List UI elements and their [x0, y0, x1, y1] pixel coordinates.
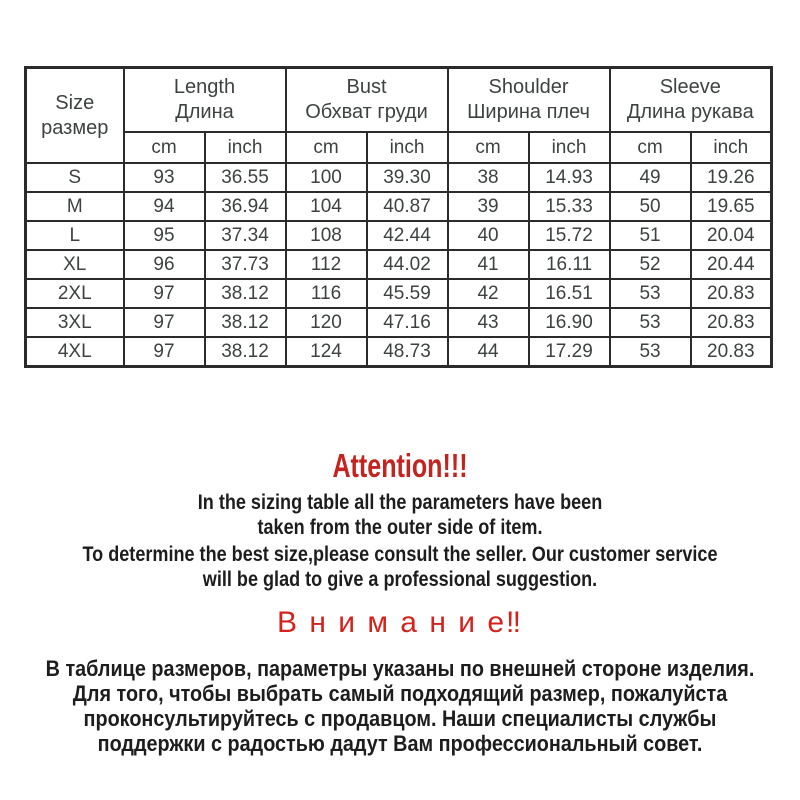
measurement-cell: 41	[448, 250, 529, 279]
unit-cm-header: cm	[124, 132, 205, 163]
measurement-cell: 17.29	[529, 337, 610, 367]
measurement-cell: 100	[286, 163, 367, 192]
size-chart-table	[24, 66, 773, 368]
measurement-cell: 20.83	[691, 279, 772, 308]
measurement-cell: 42.44	[367, 221, 448, 250]
measurement-cell: 124	[286, 337, 367, 367]
table-row	[26, 337, 772, 367]
unit-inch-header: inch	[691, 132, 772, 163]
paragraph-line: проконсультируйтесь с продавцом. Наши специалисты службы	[83, 706, 717, 731]
length-header-ru: Длина	[175, 101, 234, 123]
measurement-cell: 52	[610, 250, 691, 279]
size-cell: 4XL	[26, 337, 124, 367]
paragraph-line: will be glad to give a professional suggestion.	[202, 568, 598, 591]
table-row	[26, 192, 772, 221]
measurement-cell: 20.83	[691, 337, 772, 367]
measurement-cell: 44.02	[367, 250, 448, 279]
measurement-cell: 49	[610, 163, 691, 192]
bust-header-cell	[286, 68, 448, 133]
measurement-cell: 15.72	[529, 221, 610, 250]
size-table-body	[26, 163, 772, 367]
paragraph-line: В таблице размеров, параметры указаны по внешней стороне изделия.	[45, 656, 755, 681]
sleeve-header-cell	[610, 68, 772, 133]
measurement-cell: 15.33	[529, 192, 610, 221]
measurement-cell: 116	[286, 279, 367, 308]
measurement-cell: 36.55	[205, 163, 286, 192]
attention-paragraph-ru	[40, 656, 760, 756]
measurement-cell: 16.90	[529, 308, 610, 337]
measurement-cell: 45.59	[367, 279, 448, 308]
measurement-cell: 53	[610, 337, 691, 367]
measurement-cell: 39	[448, 192, 529, 221]
measurement-cell: 38	[448, 163, 529, 192]
size-header-cell	[26, 68, 124, 164]
table-row	[26, 250, 772, 279]
table-row	[26, 279, 772, 308]
shoulder-header-cell	[448, 68, 610, 133]
size-chart	[24, 66, 772, 368]
size-cell: XL	[26, 250, 124, 279]
length-header-cell	[124, 68, 286, 133]
measurement-cell: 20.83	[691, 308, 772, 337]
measurement-cell: 43	[448, 308, 529, 337]
measurement-cell: 16.51	[529, 279, 610, 308]
measurement-cell: 48.73	[367, 337, 448, 367]
paragraph-line: taken from the outer side of item.	[257, 516, 543, 539]
measurement-cell: 97	[124, 337, 205, 367]
size-cell: 2XL	[26, 279, 124, 308]
unit-cm-header: cm	[610, 132, 691, 163]
table-row	[26, 308, 772, 337]
measurement-cell: 47.16	[367, 308, 448, 337]
measurement-cell: 104	[286, 192, 367, 221]
attention-paragraph-2	[56, 542, 744, 592]
measurement-cell: 16.11	[529, 250, 610, 279]
sleeve-header-en: Sleeve	[659, 76, 721, 98]
measurement-cell: 50	[610, 192, 691, 221]
table-row	[26, 163, 772, 192]
measurement-cell: 19.65	[691, 192, 772, 221]
measurement-cell: 39.30	[367, 163, 448, 192]
measurement-cell: 53	[610, 308, 691, 337]
paragraph-line: поддержки с радостью дадут Вам профессиональный совет.	[97, 731, 703, 756]
measurement-cell: 108	[286, 221, 367, 250]
unit-inch-header: inch	[367, 132, 448, 163]
measurement-cell: 38.12	[205, 308, 286, 337]
size-cell: 3XL	[26, 308, 124, 337]
size-header-en: Size	[55, 91, 95, 114]
measurement-cell: 37.34	[205, 221, 286, 250]
unit-inch-header: inch	[205, 132, 286, 163]
measurement-cell: 112	[286, 250, 367, 279]
shoulder-header-en: Shoulder	[488, 76, 569, 98]
measurement-cell: 37.73	[205, 250, 286, 279]
measurement-cell: 97	[124, 308, 205, 337]
measurement-cell: 40	[448, 221, 529, 250]
size-cell: L	[26, 221, 124, 250]
bust-header-ru: Обхват груди	[305, 101, 428, 123]
measurement-cell: 44	[448, 337, 529, 367]
header-row-groups	[26, 68, 772, 133]
measurement-cell: 20.44	[691, 250, 772, 279]
measurement-cell: 20.04	[691, 221, 772, 250]
measurement-cell: 38.12	[205, 279, 286, 308]
measurement-cell: 94	[124, 192, 205, 221]
paragraph-line: In the sizing table all the parameters have been	[197, 491, 603, 514]
attention-paragraph-1	[56, 490, 744, 540]
table-row	[26, 221, 772, 250]
measurement-cell: 36.94	[205, 192, 286, 221]
measurement-cell: 40.87	[367, 192, 448, 221]
shoulder-header-ru: Ширина плеч	[467, 101, 590, 123]
paragraph-line: Для того, чтобы выбрать самый подходящий размер, пожалуйста	[72, 681, 728, 706]
unit-inch-header: inch	[529, 132, 610, 163]
measurement-cell: 51	[610, 221, 691, 250]
measurement-cell: 120	[286, 308, 367, 337]
size-cell: M	[26, 192, 124, 221]
measurement-cell: 97	[124, 279, 205, 308]
attention-heading-ru: В н и м а н и е‼	[277, 606, 523, 639]
size-cell: S	[26, 163, 124, 192]
unit-cm-header: cm	[286, 132, 367, 163]
measurement-cell: 38.12	[205, 337, 286, 367]
measurement-cell: 53	[610, 279, 691, 308]
sleeve-header-ru: Длина рукава	[626, 101, 754, 123]
measurement-cell: 93	[124, 163, 205, 192]
header-row-units	[26, 132, 772, 163]
measurement-cell: 95	[124, 221, 205, 250]
measurement-cell: 14.93	[529, 163, 610, 192]
measurement-cell: 42	[448, 279, 529, 308]
unit-cm-header: cm	[448, 132, 529, 163]
size-header-ru: размер	[41, 116, 109, 139]
measurement-cell: 96	[124, 250, 205, 279]
length-header-en: Length	[173, 76, 236, 98]
bust-header-en: Bust	[346, 76, 387, 98]
attention-heading-en: Attention!!!	[332, 447, 468, 484]
measurement-cell: 19.26	[691, 163, 772, 192]
paragraph-line: To determine the best size,please consult the seller. Our customer service	[82, 543, 718, 566]
